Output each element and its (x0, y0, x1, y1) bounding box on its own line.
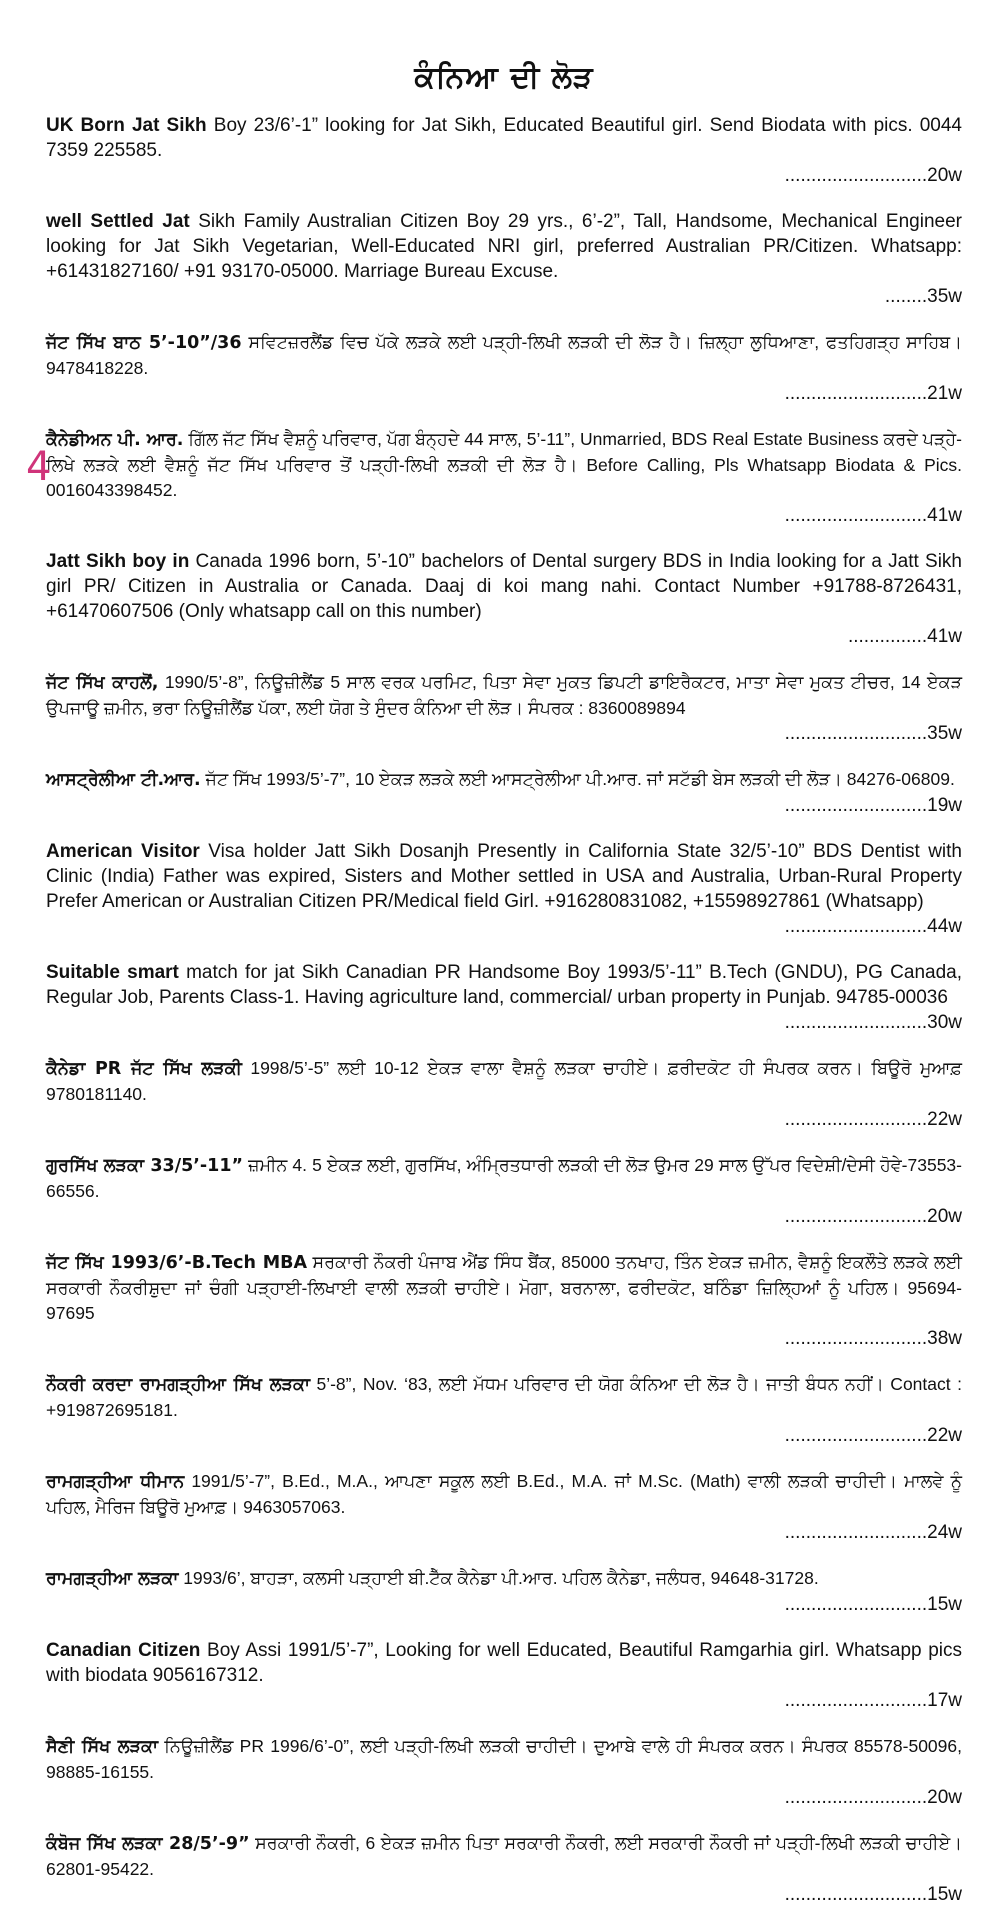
ad-code-row (46, 1010, 962, 1035)
ad-code-row (46, 1326, 962, 1351)
ad-code-row (46, 284, 962, 309)
ad-code: ...........................20w (784, 165, 962, 186)
ad-code-row (46, 624, 962, 649)
ad-code: ...........................24w (784, 1522, 962, 1543)
ad-text: ਸਵਿਟਜ਼ਰਲੈਂਡ ਵਿਚ ਪੱਕੇ ਲੜਕੇ ਲਈ ਪੜ੍ਹੀ-ਲਿਖੀ ਲੜਕੀ ਦੀ ਲੋੜ ਹੈ। ਜ਼ਿਲ੍ਹਾ ਲੁਧਿਆਣਾ, ਫਤਹਿਗੜ੍ਹ ਸਾਹਿਬ। 9478418228. (46, 332, 962, 378)
ad-code-row (46, 381, 962, 406)
ad-headline: ਰਾਮਗੜ੍ਹੀਆ ਲੜਕਾ (46, 1569, 179, 1589)
ad-headline: ਜੱਟ ਸਿੱਖ 1993/6’-B.Tech MBA (46, 1253, 308, 1273)
ad-entry (46, 767, 962, 818)
ad-text: 1998/5’-5” ਲਈ 10-12 ਏਕੜ ਵਾਲਾ ਵੈਸ਼ਨੂੰ ਲੜਕਾ ਚਾਹੀਏ। ਫ਼ਰੀਦਕੋਟ ਹੀ ਸੰਪਰਕ ਕਰਨ। ਬਿਊਰੋ ਮੁਆਫ਼ 9780181140. (46, 1058, 962, 1104)
ad-entry (46, 1056, 962, 1132)
ad-code-row (46, 1520, 962, 1545)
page-title: ਕੰਨਿਆ ਦੀ ਲੋੜ (414, 60, 594, 95)
ad-text: ਸਰਕਾਰੀ ਨੌਕਰੀ, 6 ਏਕੜ ਜ਼ਮੀਨ ਪਿਤਾ ਸਰਕਾਰੀ ਨੌਕਰੀ, ਲਈ ਸਰਕਾਰੀ ਨੌਕਰੀ ਜਾਂ ਪੜ੍ਹੀ-ਲਿਖੀ ਲੜਕੀ ਚਾਹੀਏ। 62801-95422. (46, 1833, 962, 1879)
ad-entry (46, 1153, 962, 1229)
ad-entry (46, 1638, 962, 1713)
ad-code-row (46, 503, 962, 528)
ad-text: Visa holder Jatt Sikh Dosanjh Presently in California State 32/5’-10” BDS Dentist with Clinic (India) Father was expired, Sisters and Mother settled in USA and Australia, Urban-Rural Property Prefer American or Australian Citizen PR/Medical field Girl. +916280831082, +15598927861 (Whatsapp) (46, 841, 962, 912)
ad-code: ...........................17w (784, 1690, 962, 1711)
ad-text: ਸਰਕਾਰੀ ਨੌਕਰੀ ਪੰਜਾਬ ਐਂਡ ਸਿੰਧ ਬੈਂਕ, 85000 ਤਨਖਾਹ, ਤਿੰਨ ਏਕੜ ਜ਼ਮੀਨ, ਵੈਸ਼ਨੂੰ ਇਕਲੌਤੇ ਲੜਕੇ ਲਈ ਸਰਕਾਰੀ ਨੌਕਰੀਸ਼ੁਦਾ ਜਾਂ ਚੰਗੀ ਪੜ੍ਹਾਈ-ਲਿਖਾਈ ਵਾਲੀ ਲੜਕੀ ਚਾਹੀਏ। ਮੋਗਾ, ਬਰਨਾਲਾ, ਫਰੀਦਕੋਟ, ਬਠਿੰਡਾ ਜ਼ਿਲ੍ਹਿਆਂ ਨੂੰ ਪਹਿਲ। 95694-97695 (46, 1252, 963, 1323)
ad-text: match for jat Sikh Canadian PR Handsome Boy 1993/5’-11” B.Tech (GNDU), PG Canada, Regular Job, Parents Class-1. Having agriculture land, commercial/ urban property in Punjab. 94785-00036 (46, 962, 962, 1008)
classifieds-page (26, 60, 963, 1928)
ad-entry (46, 670, 962, 746)
ad-headline: Jatt Sikh boy in (46, 551, 190, 572)
ad-entry (46, 1566, 962, 1617)
ad-text: 1991/5’-7”, B.Ed., M.A., ਆਪਣਾ ਸਕੂਲ ਲਈ B.Ed., M.A. ਜਾਂ M.Sc. (Math) ਵਾਲੀ ਲੜਕੀ ਚਾਹੀਦੀ। ਮਾਲਵੇ ਨੂੰ ਪਹਿਲ, ਮੈਰਿਜ ਬਿਊਰੋ ਮੁਆਫ਼। 9463057063. (46, 1471, 962, 1517)
ad-entry (46, 549, 962, 649)
ad-headline: UK Born Jat Sikh (46, 115, 207, 136)
ad-headline: ਨੌਕਰੀ ਕਰਦਾ ਰਾਮਗੜ੍ਹੀਆ ਸਿੱਖ ਲੜਕਾ (46, 1375, 310, 1395)
ads-list (26, 113, 963, 1907)
ad-text: Boy Assi 1991/5’-7”, Looking for well Educated, Beautiful Ramgarhia girl. Whatsapp pics with biodata 9056167312. (46, 1640, 962, 1686)
ad-headline: ਜੱਟ ਸਿੱਖ ਬਾਠ 5’-10”/36 (46, 333, 242, 353)
ad-code: ...........................15w (784, 1594, 962, 1615)
ad-code: ...........................22w (784, 1109, 962, 1130)
ad-entry (46, 209, 962, 309)
ad-headline: Canadian Citizen (46, 1640, 201, 1661)
ad-entry (46, 1250, 962, 1351)
handwritten-marker: 4 (26, 444, 52, 490)
ad-code: ...........................38w (784, 1328, 962, 1349)
ad-code: ...........................20w (784, 1206, 962, 1227)
ad-code-row (46, 1423, 962, 1448)
ad-code-row (46, 1204, 962, 1229)
ad-headline: ਕੰਬੋਜ ਸਿੱਖ ਲੜਕਾ 28/5’-9” (46, 1834, 250, 1854)
ad-headline: Suitable smart (46, 962, 179, 983)
ad-entry (46, 1734, 962, 1810)
ad-code: ........35w (884, 286, 962, 307)
ad-code-row (46, 163, 962, 188)
ad-code: ...............41w (847, 626, 962, 647)
ad-code: ...........................20w (784, 1787, 962, 1808)
ad-headline: well Settled Jat (46, 211, 190, 232)
ad-code: ...........................15w (784, 1884, 962, 1905)
ad-entry (46, 1372, 962, 1448)
ad-text: 1990/5’-8”, ਨਿਊਜ਼ੀਲੈਂਡ 5 ਸਾਲ ਵਰਕ ਪਰਮਿਟ, ਪਿਤਾ ਸੇਵਾ ਮੁਕਤ ਡਿਪਟੀ ਡਾਇਰੈਕਟਰ, ਮਾਤਾ ਸੇਵਾ ਮੁਕਤ ਟੀਚਰ, 14 ਏਕੜ ਉਪਜਾਊ ਜ਼ਮੀਨ, ਭਰਾ ਨਿਊਜ਼ੀਲੈਂਡ ਪੱਕਾ, ਲਈ ਯੋਗ ਤੇ ਸੁੰਦਰ ਕੰਨਿਆ ਦੀ ਲੋੜ। ਸੰਪਰਕ : 8360089894 (46, 672, 962, 718)
ad-text: Sikh Family Australian Citizen Boy 29 yrs., 6’-2”, Tall, Handsome, Mechanical Engineer looking for Jat Sikh Vegetarian, Well-Educated NRI girl, preferred Australian PR/Citizen. Whatsapp: +61431827160/ +91 93170-05000. Marriage Bureau Excuse. (46, 211, 962, 282)
ad-code-row (46, 721, 962, 746)
ad-headline: American Visitor (46, 841, 200, 862)
ad-code: ...........................30w (784, 1012, 962, 1033)
ad-entry (26, 427, 962, 528)
ad-headline: ਗੁਰਸਿੱਖ ਲੜਕਾ 33/5’-11” (46, 1156, 244, 1176)
ad-headline: ਸੈਣੀ ਸਿੱਖ ਲੜਕਾ (46, 1737, 158, 1757)
ad-text: 1993/6’, ਬਾਹੜਾ, ਕਲਸੀ ਪੜ੍ਹਾਈ ਬੀ.ਟੈੱਕ ਕੈਨੇਡਾ ਪੀ.ਆਰ. ਪਹਿਲ ਕੈਨੇਡਾ, ਜਲੰਧਰ, 94648-31728. (178, 1568, 819, 1588)
ad-entry (46, 839, 962, 939)
ad-code-row (46, 1688, 962, 1713)
ad-code-row (46, 1785, 962, 1810)
ad-entry (46, 1469, 962, 1545)
ad-headline: ਰਾਮਗੜ੍ਹੀਆ ਧੀਮਾਨ (46, 1472, 185, 1492)
ad-text: ਜ਼ਮੀਨ 4. 5 ਏਕੜ ਲਈ, ਗੁਰਸਿੱਖ, ਅੰਮ੍ਰਿਤਧਾਰੀ ਲੜਕੀ ਦੀ ਲੋੜ ਉਮਰ 29 ਸਾਲ ਉੱਪਰ ਵਿਦੇਸ਼ੀ/ਦੇਸੀ ਹੋਵੇ-73553-66556. (46, 1155, 962, 1201)
ad-entry (46, 960, 962, 1035)
ad-text: ਗਿੱਲ ਜੱਟ ਸਿੱਖ ਵੈਸ਼ਨੂੰ ਪਰਿਵਾਰ, ਪੱਗ ਬੰਨ੍ਹਦੇ 44 ਸਾਲ, 5’-11”, Unmarried, BDS Real Estate Business ਕਰਦੇ ਪੜ੍ਹੇ-ਲਿਖੇ ਲੜਕੇ ਲਈ ਵੈਸ਼ਨੂੰ ਜੱਟ ਸਿੱਖ ਪਰਿਵਾਰ ਤੋਂ ਪੜ੍ਹੀ-ਲਿਖੀ ਲੜਕੀ ਦੀ ਲੋੜ ਹੈ। Before Calling, Pls Whatsapp Biodata & Pics. 0016043398452. (46, 429, 962, 500)
ad-headline: ਕੈਨੇਡੀਅਨ ਪੀ. ਆਰ. (46, 430, 184, 450)
ad-text: ਜੱਟ ਸਿੱਖ 1993/5’-7”, 10 ਏਕੜ ਲੜਕੇ ਲਈ ਆਸਟ੍ਰੇਲੀਆ ਪੀ.ਆਰ. ਜਾਂ ਸਟੱਡੀ ਬੇਸ ਲੜਕੀ ਦੀ ਲੋੜ। 84276-06809. (200, 769, 955, 789)
ad-text: Canada 1996 born, 5’-10” bachelors of Dental surgery BDS in India looking for a Jatt Sikh girl PR/ Citizen in Australia or Canada. Daaj di koi mang nahi. Contact Number +91788-8726431, +61470607506 (Only whatsapp call on this number) (46, 551, 962, 622)
ad-code-row (46, 914, 962, 939)
ad-code: ...........................41w (784, 505, 962, 526)
ad-entry (46, 330, 962, 406)
ad-code-row (46, 1882, 962, 1907)
ad-code: ...........................22w (784, 1425, 962, 1446)
ad-entry (46, 1831, 962, 1907)
ad-code-row (46, 793, 962, 818)
ad-code: ...........................21w (784, 383, 962, 404)
ad-headline: ਜੱਟ ਸਿੱਖ ਕਾਹਲੋਂ, (46, 673, 159, 693)
ad-headline: ਕੈਨੇਡਾ PR ਜੱਟ ਸਿੱਖ ਲੜਕੀ (46, 1059, 242, 1079)
ad-code: ...........................44w (784, 916, 962, 937)
ad-code: ...........................35w (784, 723, 962, 744)
ad-entry (46, 113, 962, 188)
ad-text: ਨਿਊਜ਼ੀਲੈਂਡ PR 1996/6’-0”, ਲਈ ਪੜ੍ਹੀ-ਲਿਖੀ ਲੜਕੀ ਚਾਹੀਦੀ। ਦੁਆਬੇ ਵਾਲੇ ਹੀ ਸੰਪਰਕ ਕਰਨ। ਸੰਪਰਕ 85578-50096, 98885-16155. (46, 1736, 962, 1782)
ad-headline: ਆਸਟ੍ਰੇਲੀਆ ਟੀ.ਆਰ. (46, 770, 201, 790)
ad-text: Boy 23/6’-1” looking for Jat Sikh, Educated Beautiful girl. Send Biodata with pics. 0044 7359 225585. (46, 115, 962, 161)
ad-text: 5’-8”, Nov. ‘83, ਲਈ ਮੱਧਮ ਪਰਿਵਾਰ ਦੀ ਯੋਗ ਕੰਨਿਆ ਦੀ ਲੋੜ ਹੈ। ਜਾਤੀ ਬੰਧਨ ਨਹੀਂ। Contact : +919872695181. (46, 1374, 962, 1420)
ad-code-row (46, 1107, 962, 1132)
ad-code: ...........................19w (784, 795, 962, 816)
ad-code-row (46, 1592, 962, 1617)
